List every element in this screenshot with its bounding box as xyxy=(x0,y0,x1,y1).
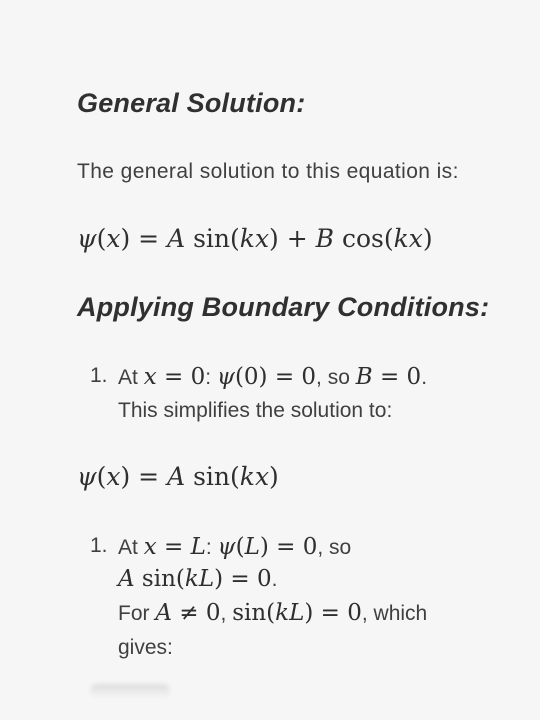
condition-math: x = L xyxy=(143,534,206,560)
result-math: B = 0 xyxy=(355,364,422,390)
condition-math: x = 0 xyxy=(143,364,206,390)
eval-math: ψ(0) = 0 xyxy=(216,364,317,390)
sine-math: sin(kL) = 0 xyxy=(232,600,362,626)
boundary-conditions-heading: Applying Boundary Conditions: xyxy=(77,292,490,322)
list-item-continuation: This simplifies the solution to: xyxy=(118,399,393,422)
nonzero-math: A ≠ 0 xyxy=(155,600,221,626)
eval-math: ψ(L) = 0 xyxy=(217,534,318,560)
general-solution-heading: General Solution: xyxy=(77,88,306,118)
general-solution-equation: ψ(x) = A sin(kx) + B cos(kx) xyxy=(77,224,433,253)
simplified-equation: ψ(x) = A sin(kx) xyxy=(77,462,279,491)
equation-math: A sin(kL) = 0 xyxy=(118,566,272,592)
list-number: 1. xyxy=(90,364,108,387)
scroll-fade-shadow xyxy=(90,684,170,698)
list-item-continuation: gives: xyxy=(118,636,173,659)
general-solution-intro: The general solution to this equation is: xyxy=(77,160,459,183)
list-number: 1. xyxy=(90,534,108,557)
